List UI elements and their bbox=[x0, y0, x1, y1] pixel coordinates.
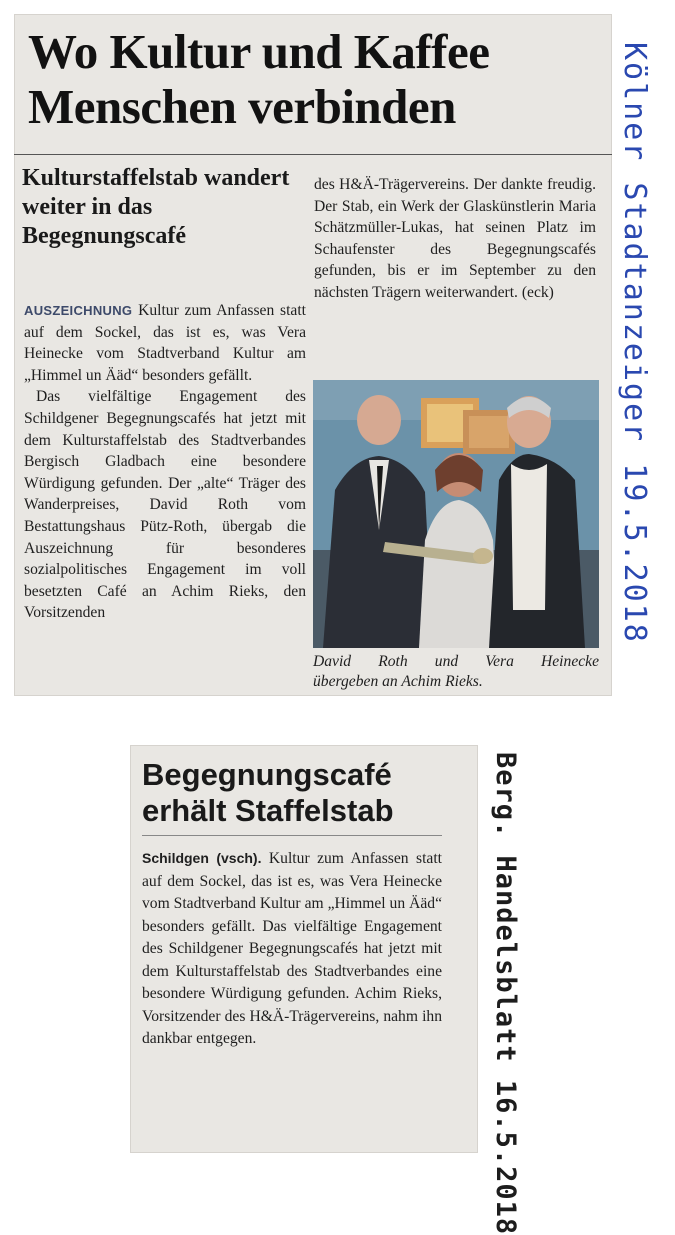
body-paragraph: Das vielfältige Engagement des Schildgener Begegnungscafés hat jetzt mit dem Kulturstaffelstab des Stadtverbandes Bergisch Gladbach eine besondere Würdigung gefunden. Der „alte“ Träger des Wanderpreises, David Roth vom Bestattungshaus Pütz-Roth, übergab die Auszeichnung für besonderes sozialpolitisches Engagement im voll besetzten Café an Achim Rieks, den Vorsitzenden bbox=[24, 388, 306, 622]
headline-rule bbox=[14, 154, 612, 155]
lead-paragraph bbox=[24, 300, 306, 386]
article-body bbox=[142, 847, 442, 1051]
article-column-right bbox=[314, 174, 596, 304]
article-column-left bbox=[24, 300, 306, 624]
newspaper-clipping-koelner-stadtanzeiger bbox=[14, 14, 612, 696]
photo-caption bbox=[313, 652, 599, 692]
handwritten-source-note: Kölner Stadtanzeiger 19.5.2018 bbox=[617, 42, 652, 644]
photo-illustration bbox=[313, 380, 599, 648]
article-headline: Begegnungscafé erhält Staffelstab bbox=[142, 757, 394, 828]
handwritten-source-note: Berg. Handelsblatt 16.5.2018 bbox=[490, 752, 521, 1235]
article-headline: Wo Kultur und Kaffee Menschen verbinden bbox=[28, 24, 490, 134]
body-text: Kultur zum Anfassen statt auf dem Sockel, das ist es, was Vera Heinecke vom Stadtverband Kultur am „Himmel un Ääd“ besonders gefällt. Das vielfältige Engagement des Schildgener Begegnungscafés hat jetzt mit dem Kulturstaffelstab des Stadtverbandes eine besondere Würdigung gefunden. Achim Rieks, Vorsitzender des H&Ä-Trägervereins, nahm ihn dankbar entgegen. bbox=[142, 850, 442, 1047]
caption-line: David Roth und Vera Heinecke bbox=[313, 653, 599, 670]
body-paragraph bbox=[142, 847, 442, 1051]
article-subheadline: Kulturstaffelstab wandert weiter in das Begegnungscafé bbox=[22, 165, 290, 249]
article-photo bbox=[313, 380, 599, 648]
article-kicker: AUSZEICHNUNG bbox=[24, 303, 133, 318]
headline-rule bbox=[142, 835, 442, 836]
dateline: Schildgen (vsch). bbox=[142, 850, 262, 866]
lead-text: Kultur zum Anfassen statt auf dem Sockel, das ist es, was Vera Heinecke vom Stadtverband Kultur am „Himmel un Ääd“ besonders gefällt. bbox=[24, 302, 306, 384]
caption-line: übergeben an Achim Rieks. bbox=[313, 673, 483, 690]
body-paragraph-continued: des H&Ä-Trägervereins. Der dankte freudig. Der Stab, ein Werk der Glaskünstlerin Maria Schätzmüller-Lukas, hat seinen Platz im Schaufenster des Begegnungscafés gefunden, bis er im September zu den nächsten Trägern weiterwandert. (eck) bbox=[314, 176, 596, 301]
newspaper-clipping-bergisches-handelsblatt bbox=[130, 745, 478, 1153]
